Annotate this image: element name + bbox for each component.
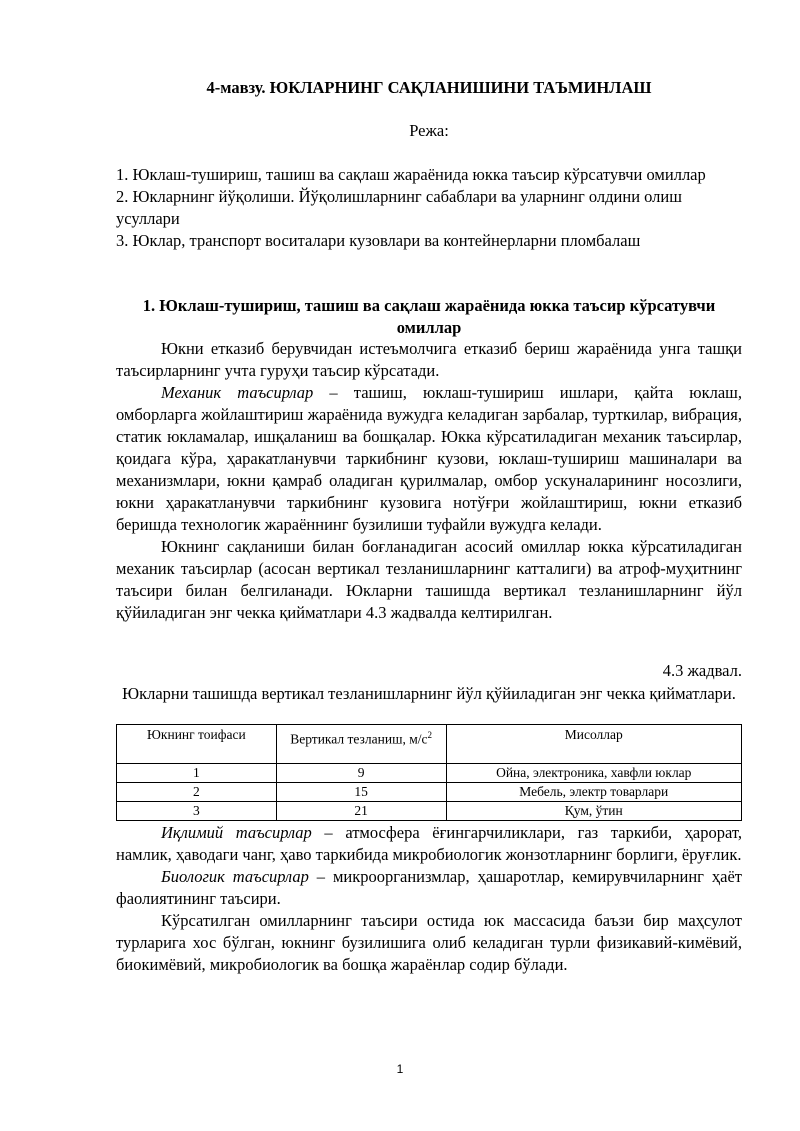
acceleration-table (116, 724, 742, 821)
page-title: 4-мавзу. ЮКЛАРНИНГ САҚЛАНИШИНИ ТАЪМИНЛАШ (206, 78, 652, 97)
table-row (117, 802, 742, 821)
term-mechanical: Механик таъсирлар (161, 383, 314, 402)
table-header-row (117, 725, 742, 764)
table-cell: 15 (276, 783, 446, 802)
table-cell: 21 (276, 802, 446, 821)
plan-item: 3. Юклар, транспорт воситалари кузовлари ва контейнерларни пломбалаш (116, 231, 641, 250)
section-body-part1 (116, 338, 742, 624)
term-biological: Биологик таъсирлар (161, 867, 309, 886)
paragraph: Юкни етказиб берувчидан истеъмолчига етказиб бериш жараёнида унга ташқи таъсирларнинг учта гуруҳи таъсир кўрсатади. (116, 339, 742, 380)
paragraph (116, 382, 742, 536)
table-header-cell: Юкнинг тоифаси (117, 725, 277, 764)
paragraph-text: – ташиш, юклаш-тушириш ишлари, қайта юклаш, омборларга жойлаштириш жараёнида вужудга келадиган зарбалар, турткилар, вибрация, статик юкламалар, ишқаланиш ва бошқалар. Юкка кўрсатиладиган механик таъсирлар, қоидага кўра, ҳаракатланувчи таркибнинг кузови, юклаш-тушириш машиналари ва механизмлари, юкни қамраб оладиган қурилмалар, омбор ускуналарининг носозлиги, юкни ҳаракатланувчи таркибнинг кузовига нотўғри жойлаштириш, юкни етказиб беришда технологик жараённинг бузилиши туфайли вужудга келади. (116, 383, 742, 534)
paragraph: Кўрсатилган омилларнинг таъсири остида юк массасида баъзи бир маҳсулот турларига хос бўлган, юкнинг бузилишига олиб келадиган турли физикавий-кимёвий, биокимёвий, микробиологик ва бошқа жараёнлар содир бўлади. (116, 911, 742, 974)
section-body-part2 (116, 822, 742, 976)
plan-heading: Режа: (409, 121, 449, 140)
table-number: 4.3 жадвал. (662, 661, 742, 680)
paragraph (116, 866, 742, 910)
table-caption: Юкларни ташишда вертикал тезланишларнинг йўл қўйиладиган энг чекка қийматлари. (122, 684, 736, 703)
header-superscript: 2 (427, 730, 433, 740)
paragraph-text: – атмосфера ёғингарчиликлари, газ таркиби, ҳарорат, намлик, ҳаводаги чанг, ҳаво таркибида микробиологик жонзотларнинг борлиги, ёруғлик. (116, 823, 742, 864)
page-number: 1 (396, 1062, 404, 1076)
plan-item: 1. Юклаш-тушириш, ташиш ва сақлаш жараёнида юкка таъсир кўрсатувчи омиллар (116, 165, 706, 184)
table-cell: Қум, ўтин (446, 802, 742, 821)
paragraph: Юкнинг сақланиши билан боғланадиган асосий омиллар юкка кўрсатиладиган механик таъсирлар (асосан вертикал тезланишларнинг катталиги) ва атроф-муҳитнинг таъсири билан белгиланади. Юкларни ташишда вертикал тезланишларнинг йўл қўйиладиган энг чекка қийматлари 4.3 жадвалда келтирилган. (116, 537, 742, 622)
table-cell: 1 (117, 764, 277, 783)
section-heading: 1. Юклаш-тушириш, ташиш ва сақлаш жараёнида юкка таъсир кўрсатувчи омиллар (142, 296, 716, 337)
table-row (117, 783, 742, 802)
table-cell: Мебель, электр товарлари (446, 783, 742, 802)
table-header-cell: Мисоллар (446, 725, 742, 764)
plan-item: 2. Юкларнинг йўқолиши. Йўқолишларнинг сабаблари ва уларнинг олдини олиш усуллари (116, 187, 682, 228)
paragraph-text: – микроорганизмлар, ҳашаротлар, кемирувчиларнинг ҳаёт фаолиятининг таъсири. (116, 867, 742, 908)
term-climatic: Иқлимий таъсирлар (161, 823, 312, 842)
table-cell: Ойна, электроника, хавфли юклар (446, 764, 742, 783)
plan-list (116, 164, 742, 252)
table-row (117, 764, 742, 783)
table-cell: 9 (276, 764, 446, 783)
table-header-cell (276, 725, 446, 764)
header-text: Вертикал тезланиш, м/с (290, 731, 428, 747)
table-cell: 2 (117, 783, 277, 802)
table-cell: 3 (117, 802, 277, 821)
paragraph (116, 822, 742, 866)
